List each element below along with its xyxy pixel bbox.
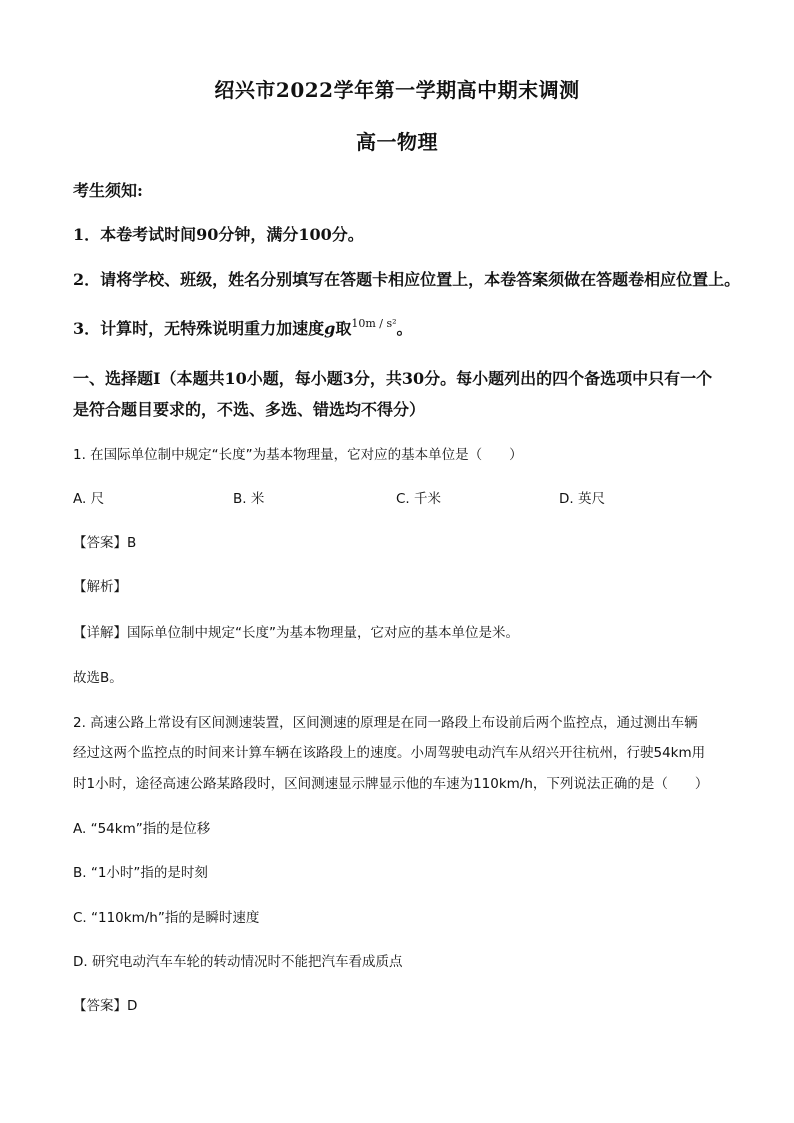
q2-option-d: D. 研究电动汽车车轮的转动情况时不能把汽车看成质点 [73,954,403,970]
q1-detail: 【详解】国际单位制中规定“长度”为基本物理量，它对应的基本单位是米。 [73,625,519,641]
notice-item-2: 2．请将学校、班级，姓名分别填写在答题卡相应位置上，本卷答案须做在答题卷相应位置上。 [73,270,741,289]
q1-answer: 【答案】B [73,535,137,551]
q1-analysis-label: 【解析】 [73,579,127,595]
q1-option-a: A. 尺 [73,491,105,507]
q1-conclusion: 故选B。 [73,670,123,686]
q1-option-b: B. 米 [233,491,265,507]
q2-option-c: C. “110km/h”指的是瞬时速度 [73,910,260,926]
q2-option-a: A. “54km”指的是位移 [73,821,211,837]
q1-stem: 1. 在国际单位制中规定“长度”为基本物理量，它对应的基本单位是（ ） [73,447,523,463]
document-title: 绍兴市2022学年第一学期高中期末调测 [214,78,580,102]
q2-option-b: B. “1小时”指的是时刻 [73,865,208,881]
section-heading-line-1: 一、选择题Ⅰ（本题共10小题，每小题3分，共30分。每小题列出的四个备选项中只有一个 [73,369,713,388]
notice-3-mid: 取 [335,319,352,338]
q1-option-d: D. 英尺 [559,491,605,507]
notice-item-3 [73,316,733,339]
document-subtitle: 高一物理 [356,130,438,154]
q2-answer: 【答案】D [73,998,138,1014]
gravity-symbol: g [324,319,336,338]
section-heading-line-2: 是符合题目要求的，不选、多选、错选均不得分） [73,400,426,419]
q1-option-c: C. 千米 [396,491,442,507]
gravity-unit: 10m / s² [351,317,397,330]
notice-heading: 考生须知: [73,181,143,200]
notice-item-1: 1．本卷考试时间90分钟，满分100分。 [73,225,364,244]
notice-3-suffix: 。 [396,319,413,338]
q2-stem-line-1: 2. 高速公路上常设有区间测速装置，区间测速的原理是在同一路段上布设前后两个监控点，通过测出车辆 [73,715,698,731]
notice-3-prefix: 3．计算时，无特殊说明重力加速度 [73,319,325,338]
q2-stem-line-2: 经过这两个监控点的时间来计算车辆在该路段上的速度。小周驾驶电动汽车从绍兴开往杭州，行驶54km用 [73,745,706,761]
q2-stem-line-3: 时1小时，途径高速公路某路段时，区间测速显示牌显示他的车速为110km/h，下列说法正确的是（ ） [73,776,709,792]
